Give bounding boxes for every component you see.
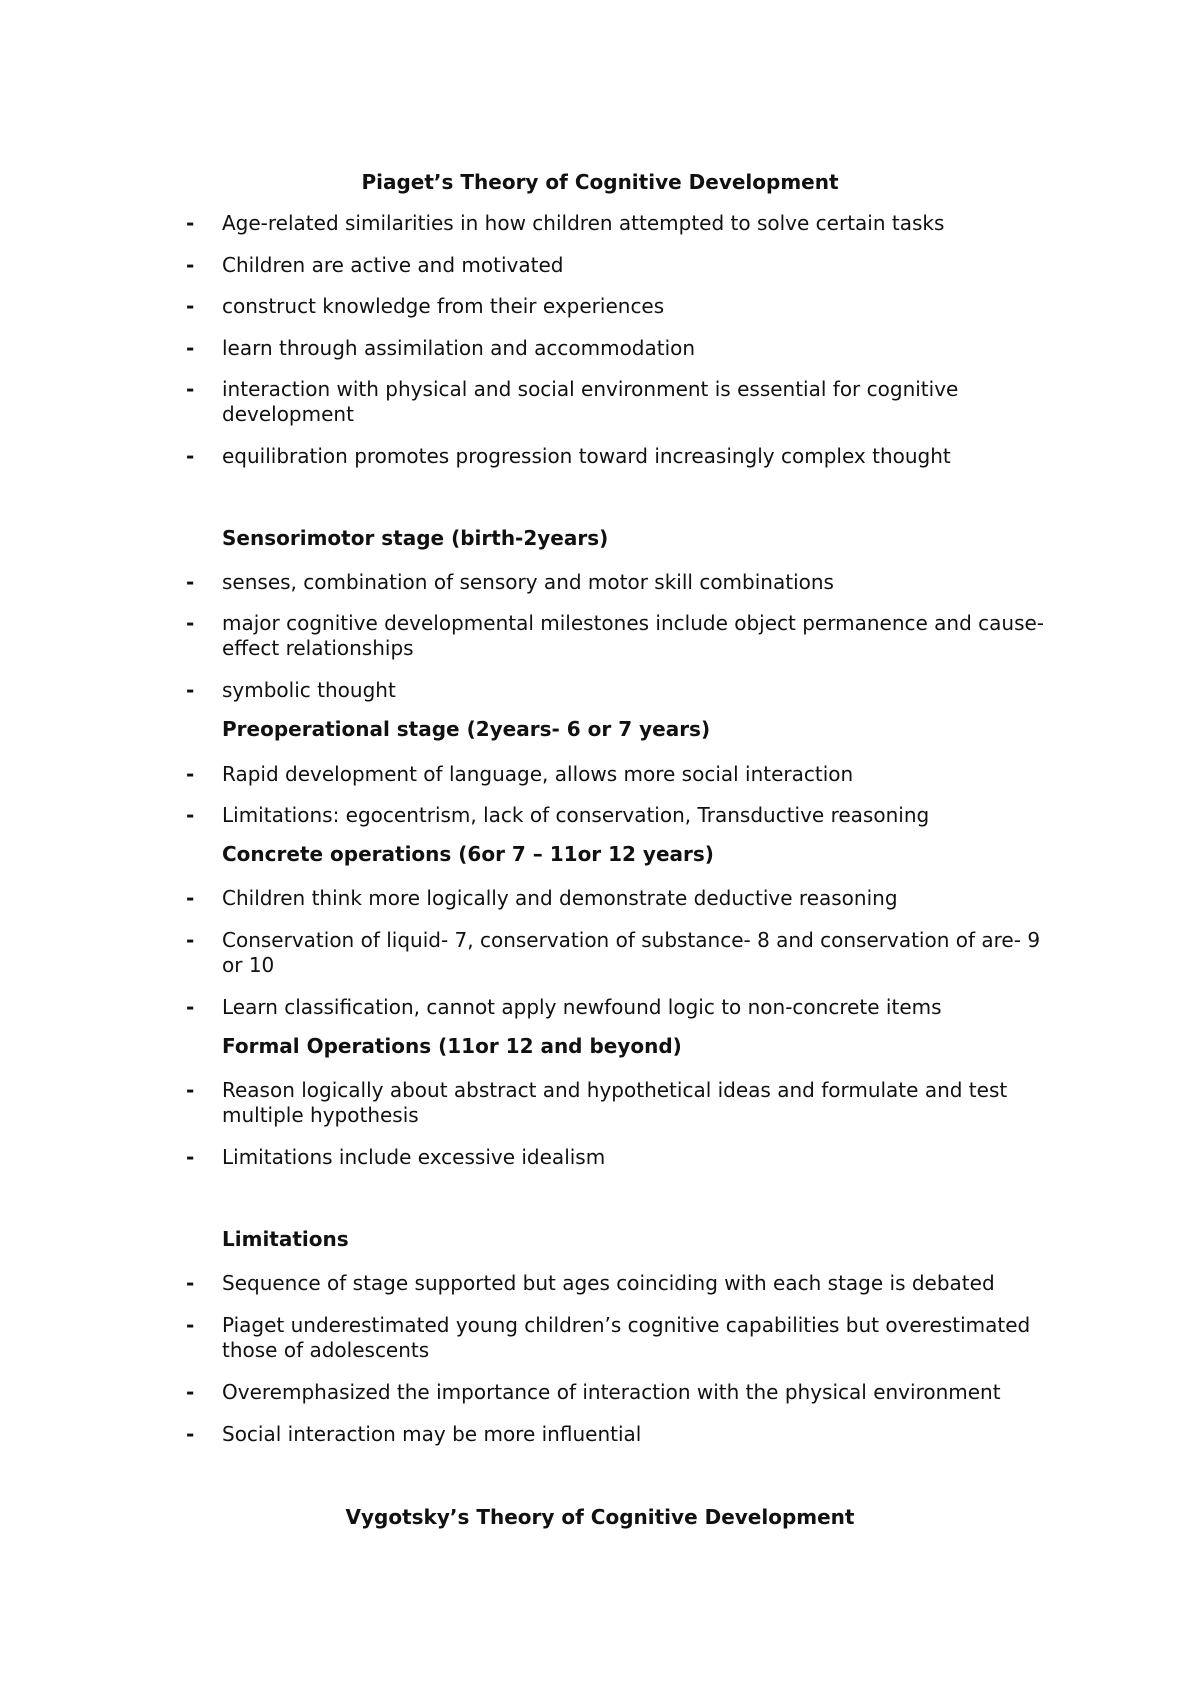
list-item-text: Age-related similarities in how children attempted to solve certain tasks <box>222 211 945 235</box>
list-item <box>186 678 1056 703</box>
bullet-dash: - <box>186 803 195 827</box>
list-item-text: Conservation of liquid- 7, conservation of substance- 8 and conservation of are- 9 or 10 <box>222 928 1041 977</box>
list-item-text: Rapid development of language, allows more social interaction <box>222 762 854 786</box>
bullet-dash: - <box>186 1078 195 1102</box>
list-item-text: symbolic thought <box>222 678 396 702</box>
bullet-dash: - <box>186 928 195 952</box>
list-item <box>186 377 1056 427</box>
list-item <box>186 928 1056 978</box>
bullet-dash: - <box>186 1271 195 1295</box>
page-title: Piaget’s Theory of Cognitive Development <box>361 170 839 194</box>
bullet-dash: - <box>186 253 195 277</box>
bullet-dash: - <box>186 444 195 468</box>
list-item <box>186 336 1056 361</box>
list-item <box>186 886 1056 911</box>
list-item <box>186 762 1056 787</box>
section-heading-sensorimotor: Sensorimotor stage (birth-2years) <box>222 526 609 550</box>
list-item-text: Children are active and motivated <box>222 253 564 277</box>
list-item-text: Limitations: egocentrism, lack of conservation, Transductive reasoning <box>222 803 930 827</box>
list-item-text: interaction with physical and social environment is essential for cognitive development <box>222 377 959 426</box>
list-item <box>186 1422 1056 1447</box>
next-section-title: Vygotsky’s Theory of Cognitive Development <box>345 1505 855 1529</box>
bullet-dash: - <box>186 995 195 1019</box>
list-item <box>186 570 1056 595</box>
section-heading-preoperational: Preoperational stage (2years- 6 or 7 years) <box>222 717 711 741</box>
bullet-dash: - <box>186 336 195 360</box>
list-item-text: equilibration promotes progression toward increasingly complex thought <box>222 444 951 468</box>
list-item-text: Social interaction may be more influential <box>222 1422 642 1446</box>
list-item-text: Overemphasized the importance of interaction with the physical environment <box>222 1380 1001 1404</box>
list-item <box>186 611 1056 661</box>
list-item-text: construct knowledge from their experiences <box>222 294 665 318</box>
list-item <box>186 444 1056 469</box>
bullet-dash: - <box>186 1380 195 1404</box>
list-item <box>186 1145 1056 1170</box>
section-heading-concrete: Concrete operations (6or 7 – 11or 12 years) <box>222 842 714 866</box>
list-item <box>186 995 1056 1020</box>
list-item-text: learn through assimilation and accommodation <box>222 336 696 360</box>
list-item-text: Piaget underestimated young children’s cognitive capabilities but overestimated those of adolescents <box>222 1313 1031 1362</box>
list-item <box>186 1380 1056 1405</box>
list-item-text: Limitations include excessive idealism <box>222 1145 606 1169</box>
list-item <box>186 803 1056 828</box>
bullet-dash: - <box>186 611 195 635</box>
bullet-dash: - <box>186 1313 195 1337</box>
bullet-dash: - <box>186 377 195 401</box>
bullet-dash: - <box>186 570 195 594</box>
bullet-dash: - <box>186 678 195 702</box>
list-item-text: Reason logically about abstract and hypothetical ideas and formulate and test multiple hypothesis <box>222 1078 1008 1127</box>
list-item-text: Children think more logically and demonstrate deductive reasoning <box>222 886 898 910</box>
list-item <box>186 1271 1056 1296</box>
list-item-text: senses, combination of sensory and motor skill combinations <box>222 570 834 594</box>
list-item <box>186 253 1056 278</box>
list-item <box>186 1078 1056 1128</box>
section-heading-limitations: Limitations <box>222 1227 349 1251</box>
list-item <box>186 211 1056 236</box>
list-item <box>186 294 1056 319</box>
bullet-dash: - <box>186 1145 195 1169</box>
bullet-dash: - <box>186 211 195 235</box>
list-item-text: Learn classification, cannot apply newfound logic to non-concrete items <box>222 995 942 1019</box>
list-item-text: Sequence of stage supported but ages coinciding with each stage is debated <box>222 1271 995 1295</box>
list-item-text: major cognitive developmental milestones include object permanence and cause-effect relationships <box>222 611 1045 660</box>
section-heading-formal: Formal Operations (11or 12 and beyond) <box>222 1034 682 1058</box>
list-item <box>186 1313 1056 1363</box>
bullet-dash: - <box>186 294 195 318</box>
bullet-dash: - <box>186 1422 195 1446</box>
bullet-dash: - <box>186 886 195 910</box>
bullet-dash: - <box>186 762 195 786</box>
